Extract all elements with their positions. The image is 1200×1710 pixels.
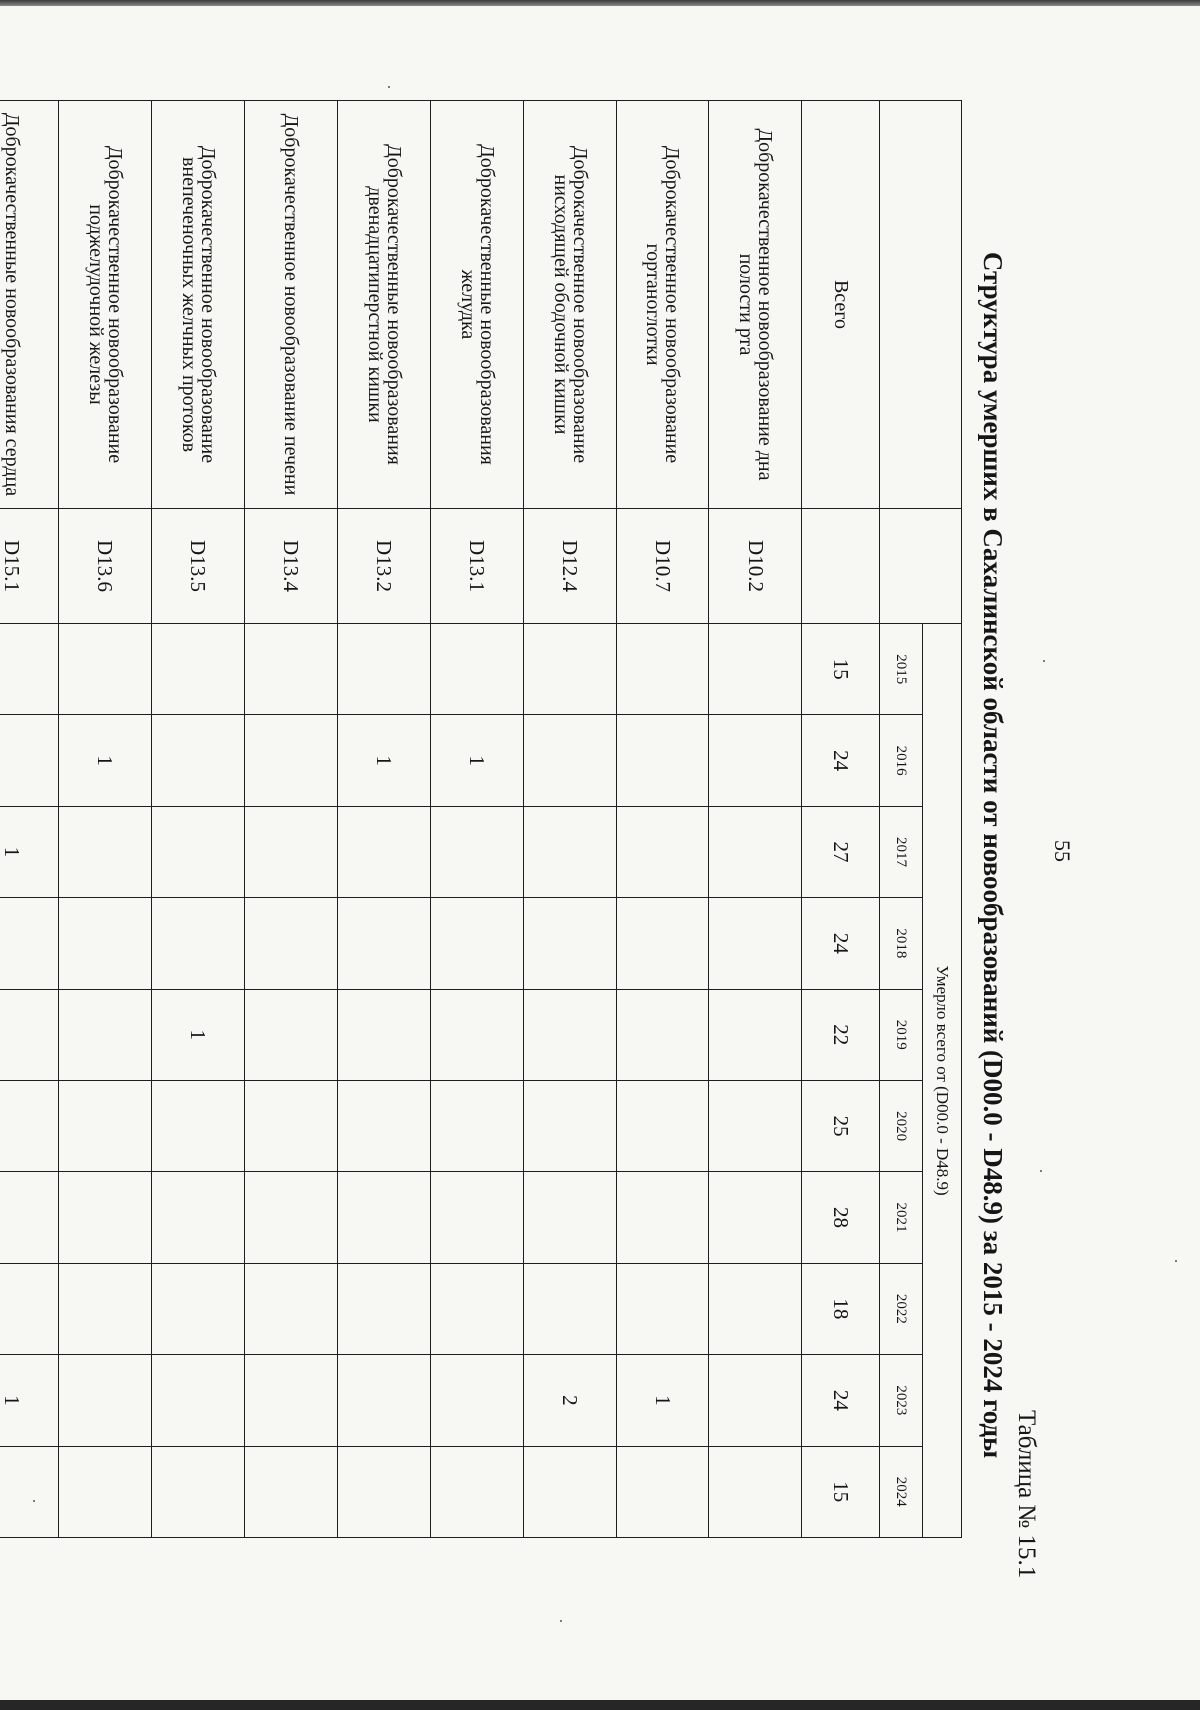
value-cell (709, 989, 802, 1080)
row-code: D10.7 (616, 509, 709, 624)
table-row (523, 101, 616, 1538)
table-body (0, 101, 880, 1538)
value-cell (430, 624, 523, 715)
value-cell (0, 898, 58, 989)
value-cell (244, 989, 337, 1080)
value-cell (337, 1080, 430, 1171)
value-cell (337, 1263, 430, 1354)
table-row (430, 101, 523, 1538)
row-code: D13.2 (337, 509, 430, 624)
value-cell: 1 (151, 989, 244, 1080)
value-cell (151, 624, 244, 715)
table-title: Структура умерших в Сахалинской области от новообразований (D00.0 - D48.9) за 2015 - 2024 годы (978, 251, 1008, 1459)
value-cell (523, 989, 616, 1080)
value-cell (616, 806, 709, 897)
value-cell (337, 1355, 430, 1446)
header-code-corner (880, 509, 962, 624)
value-cell (616, 624, 709, 715)
page-number: 55 (1050, 840, 1075, 862)
value-cell: 25 (802, 1080, 880, 1171)
value-cell (337, 624, 430, 715)
value-cell (244, 1263, 337, 1354)
value-cell (58, 1080, 151, 1171)
table-row (244, 101, 337, 1538)
value-cell (709, 1355, 802, 1446)
value-cell (244, 1172, 337, 1263)
value-cell (616, 715, 709, 806)
table-row (337, 101, 430, 1538)
value-cell (244, 1446, 337, 1537)
value-cell (523, 1172, 616, 1263)
value-cell (709, 1446, 802, 1537)
value-cell (430, 1355, 523, 1446)
value-cell: 24 (802, 1355, 880, 1446)
value-cell (523, 806, 616, 897)
value-cell: 1 (616, 1355, 709, 1446)
value-cell (430, 1446, 523, 1537)
value-cell (244, 898, 337, 989)
value-cell (58, 1446, 151, 1537)
value-cell (58, 624, 151, 715)
value-cell: 1 (430, 715, 523, 806)
row-code: D13.1 (430, 509, 523, 624)
row-code: D10.2 (709, 509, 802, 624)
value-cell (0, 715, 58, 806)
value-cell (430, 989, 523, 1080)
value-cell (244, 1080, 337, 1171)
value-cell: 1 (0, 1355, 58, 1446)
value-cell (151, 898, 244, 989)
value-cell (151, 1080, 244, 1171)
table-number: Таблица № 15.1 (1013, 1410, 1040, 1579)
year-header: 2022 (880, 1263, 923, 1354)
value-cell (151, 1355, 244, 1446)
table-row (616, 101, 709, 1538)
value-cell (523, 898, 616, 989)
value-cell: 18 (802, 1263, 880, 1354)
year-header: 2024 (880, 1446, 923, 1537)
value-cell (709, 898, 802, 989)
value-cell (58, 806, 151, 897)
value-cell (709, 1080, 802, 1171)
value-cell (430, 1263, 523, 1354)
value-cell (337, 1172, 430, 1263)
row-code (802, 509, 880, 624)
row-code: D15.1 (0, 509, 58, 624)
row-name: Доброкачественное новообразование поджелудочной железы (58, 101, 151, 509)
value-cell (709, 1172, 802, 1263)
value-cell (244, 806, 337, 897)
value-cell: 2 (523, 1355, 616, 1446)
row-code: D12.4 (523, 509, 616, 624)
row-name: Доброкачественные новообразования желудка (430, 101, 523, 509)
value-cell (337, 1446, 430, 1537)
year-header: 2015 (880, 624, 923, 715)
row-name: Доброкачественное новообразование дна полости рта (709, 101, 802, 509)
row-name: Доброкачественные новообразования двенадцатиперстной кишки (337, 101, 430, 509)
value-cell (58, 898, 151, 989)
value-cell (523, 1263, 616, 1354)
total-row (802, 101, 880, 1538)
row-name: Доброкачественное новообразование нисходящей ободочной кишки (523, 101, 616, 509)
year-header: 2017 (880, 806, 923, 897)
value-cell (58, 1263, 151, 1354)
row-code: D13.6 (58, 509, 151, 624)
value-cell (616, 1080, 709, 1171)
value-cell (58, 989, 151, 1080)
value-cell (523, 1080, 616, 1171)
value-cell (0, 1263, 58, 1354)
value-cell (430, 806, 523, 897)
mortality-table (0, 100, 962, 1538)
row-name: Доброкачественное новообразование внепеченочных желчных протоков (151, 101, 244, 509)
row-name: Доброкачественное новообразование гортаноглотки (616, 101, 709, 509)
value-cell (430, 1080, 523, 1171)
value-cell (0, 624, 58, 715)
value-cell (523, 715, 616, 806)
value-cell (523, 1446, 616, 1537)
row-name: Доброкачественные новообразования сердца (0, 101, 58, 509)
value-cell (616, 1263, 709, 1354)
value-cell (709, 624, 802, 715)
value-cell (0, 1172, 58, 1263)
value-cell (151, 715, 244, 806)
value-cell (337, 898, 430, 989)
table-row (58, 101, 151, 1538)
row-name: Доброкачественное новообразование печени (244, 101, 337, 509)
table-row (709, 101, 802, 1538)
value-cell (430, 1172, 523, 1263)
value-cell (151, 1446, 244, 1537)
value-cell: 24 (802, 715, 880, 806)
value-cell: 1 (337, 715, 430, 806)
value-cell (337, 806, 430, 897)
value-cell: 28 (802, 1172, 880, 1263)
year-header: 2019 (880, 989, 923, 1080)
year-header: 2020 (880, 1080, 923, 1171)
year-header: 2018 (880, 898, 923, 989)
value-cell (709, 806, 802, 897)
year-header: 2021 (880, 1172, 923, 1263)
value-cell (616, 1172, 709, 1263)
table-row (0, 101, 58, 1538)
value-cell: 1 (58, 715, 151, 806)
value-cell: 22 (802, 989, 880, 1080)
header-name-corner (880, 101, 962, 509)
value-cell (0, 989, 58, 1080)
value-cell (0, 1080, 58, 1171)
value-cell (244, 1355, 337, 1446)
value-cell (709, 1263, 802, 1354)
row-code: D13.4 (244, 509, 337, 624)
value-cell (58, 1355, 151, 1446)
value-cell (151, 806, 244, 897)
row-code: D13.5 (151, 509, 244, 624)
value-cell: 15 (802, 624, 880, 715)
value-cell (616, 1446, 709, 1537)
value-cell (0, 1446, 58, 1537)
value-cell (244, 715, 337, 806)
value-cell: 24 (802, 898, 880, 989)
value-cell (244, 624, 337, 715)
value-cell: 1 (0, 806, 58, 897)
value-cell (430, 898, 523, 989)
value-cell (151, 1172, 244, 1263)
table-row (151, 101, 244, 1538)
value-cell (151, 1263, 244, 1354)
year-header: 2023 (880, 1355, 923, 1446)
group-header: Умерло всего от (D00.0 - D48.9) (923, 624, 962, 1538)
value-cell (523, 624, 616, 715)
year-header: 2016 (880, 715, 923, 806)
value-cell (616, 898, 709, 989)
value-cell: 15 (802, 1446, 880, 1537)
value-cell (709, 715, 802, 806)
value-cell (337, 989, 430, 1080)
value-cell: 27 (802, 806, 880, 897)
value-cell (616, 989, 709, 1080)
value-cell (58, 1172, 151, 1263)
row-name: Всего (802, 101, 880, 509)
